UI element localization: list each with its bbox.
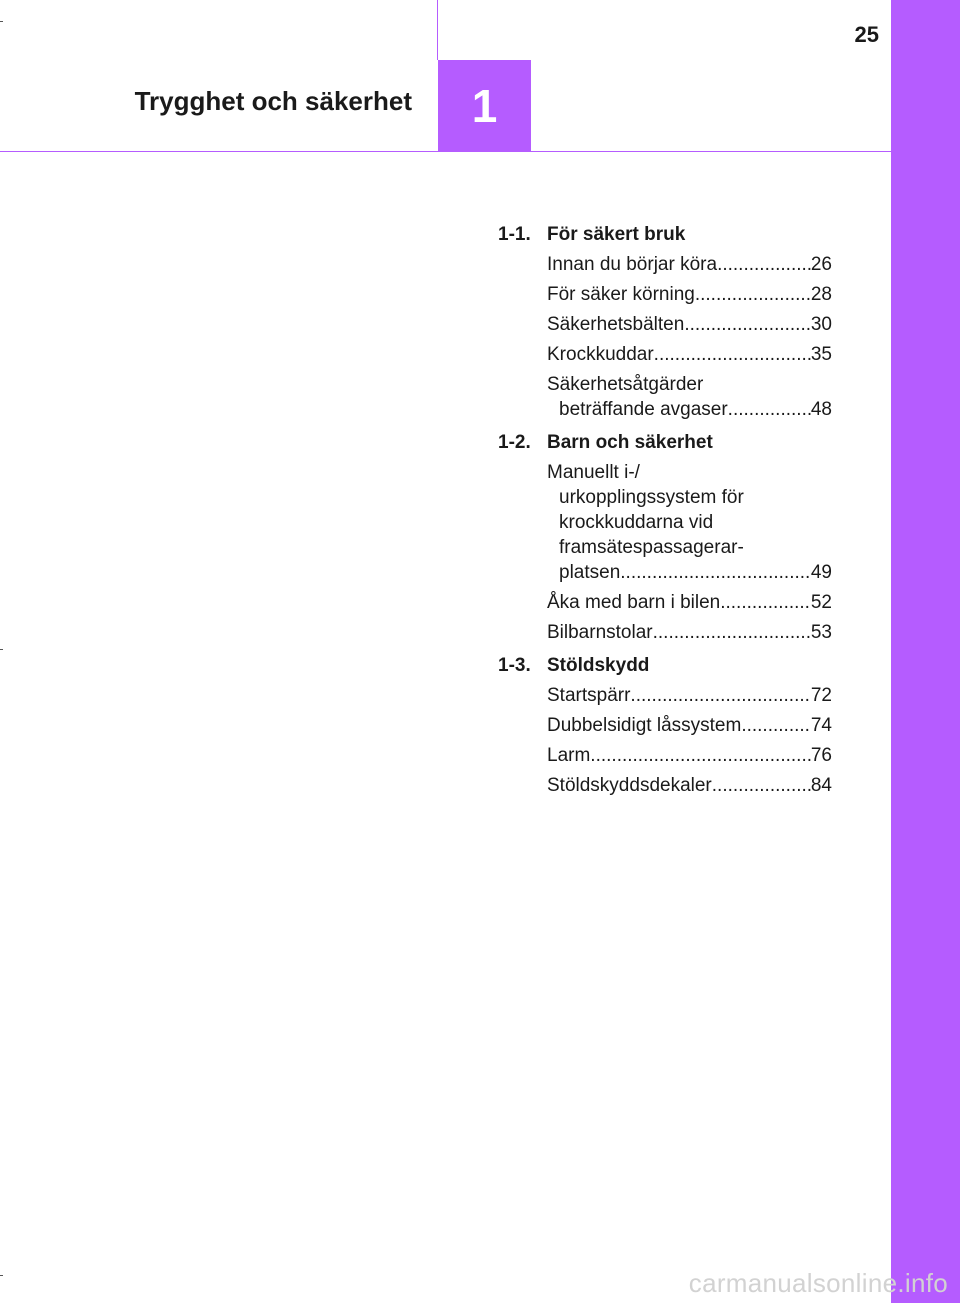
toc-dot-leader bbox=[728, 397, 811, 422]
toc-entry-text: Larm bbox=[547, 745, 591, 766]
toc-entry-title bbox=[547, 252, 832, 277]
toc-dot-leader bbox=[684, 312, 811, 337]
toc-entry-text: Åka med barn i bilen bbox=[547, 592, 721, 613]
toc-section-heading[interactable] bbox=[498, 430, 832, 455]
toc-entry-text: Säkerhetsbälten bbox=[547, 314, 685, 335]
toc-entry-page: 26 bbox=[810, 254, 832, 275]
crop-mark bbox=[0, 1275, 3, 1276]
toc-dot-leader bbox=[630, 683, 810, 708]
toc-entry[interactable] bbox=[547, 773, 832, 798]
toc-entry-page: 28 bbox=[810, 284, 832, 305]
toc-entry-page: 84 bbox=[810, 775, 832, 796]
toc-entry-title-line bbox=[547, 683, 832, 708]
toc-entry[interactable] bbox=[547, 620, 832, 645]
toc-entry-title bbox=[547, 773, 832, 798]
toc-section-number: 1-3. bbox=[498, 655, 531, 676]
toc-dot-leader bbox=[695, 282, 811, 307]
toc-section-heading[interactable] bbox=[498, 222, 832, 247]
toc-entry-title-line bbox=[547, 590, 832, 615]
toc-entry-text: platsen bbox=[559, 562, 621, 583]
toc-entry-title bbox=[547, 460, 832, 585]
toc-entry-page: 49 bbox=[810, 562, 832, 583]
toc-entry-title bbox=[547, 743, 832, 768]
toc-entries bbox=[547, 683, 832, 798]
toc-section bbox=[498, 430, 832, 645]
toc-entry-page: 52 bbox=[810, 592, 832, 613]
toc-dot-leader bbox=[620, 560, 811, 585]
toc-entry-text: Bilbarnstolar bbox=[547, 622, 653, 643]
toc-entry-page: 35 bbox=[810, 344, 832, 365]
toc-entry-text: Krockkuddar bbox=[547, 344, 654, 365]
toc-section-number: 1-2. bbox=[498, 432, 531, 453]
toc-section-title: Stöldskydd bbox=[547, 655, 650, 676]
toc-dot-leader bbox=[717, 252, 811, 277]
toc-entry-title bbox=[547, 590, 832, 615]
toc-entry-title bbox=[547, 683, 832, 708]
toc-entry-text: För säker körning bbox=[547, 284, 695, 305]
toc-section-number: 1-1. bbox=[498, 224, 531, 245]
toc-entry-title-line bbox=[547, 620, 832, 645]
toc-section-heading[interactable] bbox=[498, 653, 832, 678]
toc-entry[interactable] bbox=[547, 312, 832, 337]
toc-entry[interactable] bbox=[547, 590, 832, 615]
toc-entry-title bbox=[547, 620, 832, 645]
toc-section bbox=[498, 222, 832, 422]
toc-entry[interactable] bbox=[547, 460, 832, 585]
toc-entry-text: Innan du börjar köra bbox=[547, 254, 718, 275]
toc-entry-page: 74 bbox=[810, 715, 832, 736]
toc-entry[interactable] bbox=[547, 252, 832, 277]
toc-entry-title-line bbox=[547, 510, 832, 535]
toc-entry[interactable] bbox=[547, 342, 832, 367]
toc-entry-title-line bbox=[547, 773, 832, 798]
toc-entry-text: urkopplingssystem för bbox=[559, 487, 744, 508]
toc-section bbox=[498, 653, 832, 798]
toc-entry-title-line bbox=[547, 342, 832, 367]
toc-dot-leader bbox=[741, 713, 811, 738]
toc-section-title: För säkert bruk bbox=[547, 224, 686, 245]
toc-entry-text: Säkerhetsåtgärder bbox=[547, 374, 704, 395]
toc-entry-page: 48 bbox=[810, 399, 832, 420]
toc-entry-title-line bbox=[547, 372, 832, 397]
page-number: 25 bbox=[854, 22, 879, 47]
toc-dot-leader bbox=[653, 620, 811, 645]
toc-entry-title-line bbox=[547, 252, 832, 277]
toc-entry-title-line bbox=[547, 485, 832, 510]
watermark: carmanualsonline.info bbox=[688, 1268, 948, 1298]
header-vertical-divider bbox=[437, 0, 438, 60]
toc-section-title: Barn och säkerhet bbox=[547, 432, 713, 453]
toc-entry-text: krockkuddarna vid bbox=[559, 512, 714, 533]
toc-entry-title bbox=[547, 282, 832, 307]
toc-entry-title bbox=[547, 312, 832, 337]
toc-entry-page: 72 bbox=[810, 685, 832, 706]
toc-dot-leader bbox=[590, 743, 811, 768]
crop-mark bbox=[0, 649, 3, 650]
toc-entry-text: Manuellt i-/ bbox=[547, 462, 640, 483]
toc-entry[interactable] bbox=[547, 282, 832, 307]
toc-entry-title-line bbox=[547, 397, 832, 422]
toc-entry-title-line bbox=[547, 560, 832, 585]
toc-entry[interactable] bbox=[547, 683, 832, 708]
toc-entry-title bbox=[547, 342, 832, 367]
toc-entry-page: 53 bbox=[810, 622, 832, 643]
toc-entry-title-line bbox=[547, 460, 832, 485]
toc-entry[interactable] bbox=[547, 713, 832, 738]
toc-entry-text: Startspärr bbox=[547, 685, 631, 706]
toc-dot-leader bbox=[720, 590, 811, 615]
toc-entry-page: 76 bbox=[810, 745, 832, 766]
toc-entry-page: 30 bbox=[810, 314, 832, 335]
table-of-contents bbox=[498, 222, 832, 806]
toc-entry-text: Dubbelsidigt låssystem bbox=[547, 715, 742, 736]
toc-entry-title-line bbox=[547, 535, 832, 560]
chapter-number-box: 1 bbox=[438, 60, 531, 152]
toc-entries bbox=[547, 460, 832, 645]
toc-entry-title bbox=[547, 713, 832, 738]
toc-dot-leader bbox=[654, 342, 811, 367]
chapter-side-band bbox=[891, 0, 960, 1303]
toc-entry-title-line bbox=[547, 282, 832, 307]
toc-entry-text: framsätespassagerar- bbox=[559, 537, 744, 558]
toc-entry-title-line bbox=[547, 743, 832, 768]
chapter-title: Trygghet och säkerhet bbox=[134, 86, 412, 116]
toc-entries bbox=[547, 252, 832, 422]
toc-entry-text: Stöldskyddsdekaler bbox=[547, 775, 712, 796]
crop-mark bbox=[0, 21, 3, 22]
toc-entry[interactable] bbox=[547, 372, 832, 422]
toc-entry-title-line bbox=[547, 713, 832, 738]
toc-entry-text: beträffande avgaser bbox=[559, 399, 728, 420]
toc-dot-leader bbox=[712, 773, 811, 798]
toc-entry-title-line bbox=[547, 312, 832, 337]
toc-entry-title bbox=[547, 372, 832, 422]
toc-entry[interactable] bbox=[547, 743, 832, 768]
